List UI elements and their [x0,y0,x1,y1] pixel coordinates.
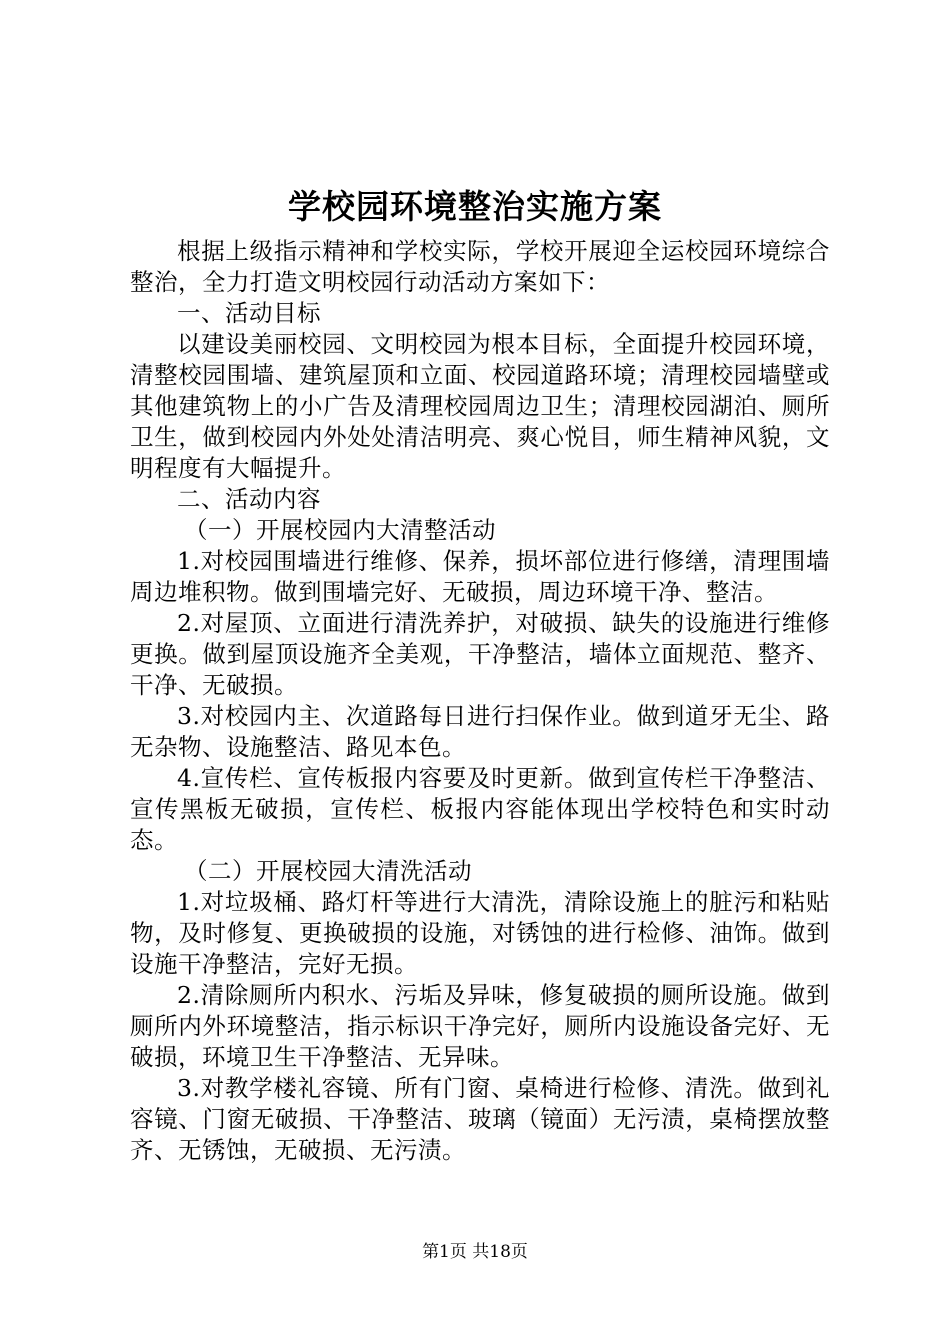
subsection-heading-washing: （二）开展校园大清洗活动 [184,857,473,885]
goals-paragraph: 以建设美丽校园、文明校园为根本目标，全面提升校园环境，清整校园围墙、建筑屋顶和立面、校园道路环境；清理校园墙壁或其他建筑物上的小广告及清理校园周边卫生；清理校园湖泊、厕所卫生，做到校园内外处处清洁明亮、爽心悦目，师生精神风貌，文明程度有大幅提升。 [130,330,830,482]
section-heading-content: 二、活动内容 [177,485,321,513]
document-title: 学校园环境整治实施方案 [288,187,662,226]
cleanup-item-2: 2.对屋顶、立面进行清洗养护，对破损、缺失的设施进行维修更换。做到屋顶设施齐全美观，干净整洁，墙体立面规范、整齐、干净、无破损。 [130,609,830,699]
washing-item-2: 2.清除厕所内积水、污垢及异味，修复破损的厕所设施。做到厕所内外环境整洁，指示标识干净完好，厕所内设施设备完好、无破损，环境卫生干净整洁、无异味。 [130,981,830,1071]
washing-item-3: 3.对教学楼礼容镜、所有门窗、桌椅进行检修、清洗。做到礼容镜、门窗无破损、干净整洁、玻璃（镜面）无污渍，桌椅摆放整齐、无锈蚀，无破损、无污渍。 [130,1074,830,1164]
cleanup-item-3: 3.对校园内主、次道路每日进行扫保作业。做到道牙无尘、路无杂物、设施整洁、路见本色。 [130,702,830,761]
cleanup-item-4: 4.宣传栏、宣传板报内容要及时更新。做到宣传栏干净整洁、宣传黑板无破损，宣传栏、板报内容能体现出学校特色和实时动态。 [130,764,830,854]
intro-paragraph: 根据上级指示精神和学校实际，学校开展迎全运校园环境综合整治，全力打造文明校园行动活动方案如下： [130,237,830,296]
washing-item-1: 1.对垃圾桶、路灯杆等进行大清洗，清除设施上的脏污和粘贴物，及时修复、更换破损的设施，对锈蚀的进行检修、油饰。做到设施干净整洁，完好无损。 [130,888,830,978]
document-body [130,236,830,1166]
section-heading-goals: 一、活动目标 [177,299,321,327]
page-number-footer: 第1页 共18页 [422,1242,528,1262]
subsection-heading-cleanup: （一）开展校园内大清整活动 [184,516,497,544]
cleanup-item-1: 1.对校园围墙进行维修、保养，损坏部位进行修缮，清理围墙周边堆积物。做到围墙完好、无破损，周边环境干净、整洁。 [130,547,830,606]
